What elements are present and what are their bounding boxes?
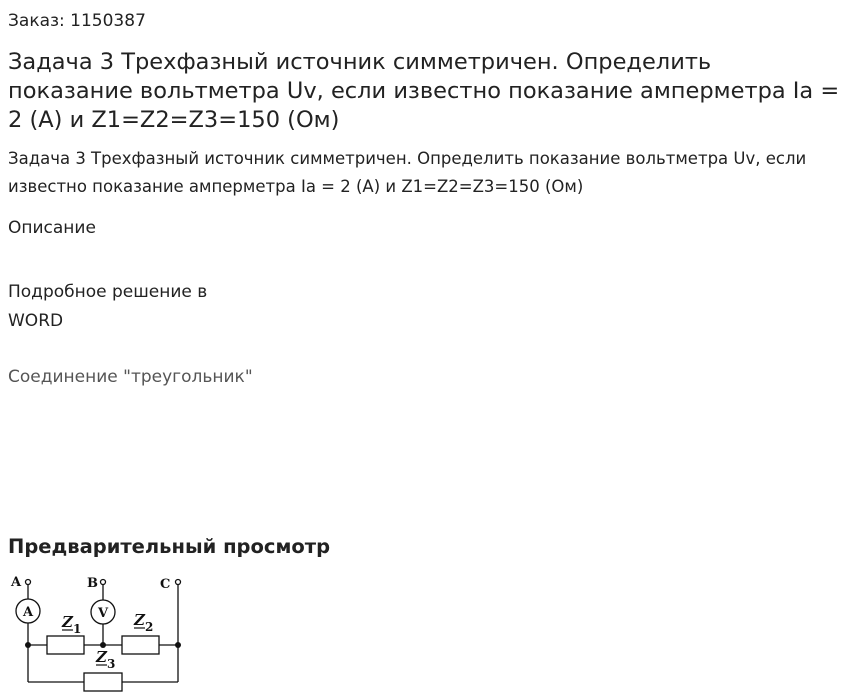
junction-a (25, 642, 31, 648)
connection-type: Соединение "треугольник" (8, 367, 253, 387)
solution-line-2: WORD (8, 311, 64, 331)
terminal-c (176, 580, 181, 585)
z1-resistor (47, 636, 84, 654)
solution-note (8, 278, 248, 336)
junction-c (175, 642, 181, 648)
preview-heading: Предварительный просмотр (8, 535, 331, 558)
phase-c-label: C (160, 577, 171, 592)
task-description: Задача 3 Трехфазный источник симметричен. Определить показание вольтметра Uv, если известно показание амперметра Ia = 2 (А) и Z1=Z2=Z3=150 (Ом) (8, 149, 807, 196)
voltmeter-label: V (98, 606, 109, 621)
z2-label: Z (134, 611, 145, 629)
circuit-diagram (8, 570, 198, 698)
z2-subscript: 2 (145, 620, 154, 634)
z2-resistor (122, 636, 159, 654)
terminal-a (26, 580, 31, 585)
description-heading: Описание (8, 218, 96, 238)
z3-label: Z (96, 648, 107, 666)
z1-subscript: 1 (73, 622, 82, 636)
page-title: Задача 3 Трехфазный источник симметричен. Определить показание вольтметра Uv, если известно показание амперметра Ia = 2 (А) и Z1=Z2=Z3=150 (Ом) (8, 49, 840, 133)
z1-label: Z (62, 613, 73, 631)
z3-subscript: 3 (107, 657, 116, 671)
terminal-b (101, 580, 106, 585)
ammeter-label: A (23, 605, 34, 620)
circuit-preview-image (8, 570, 198, 698)
solution-line-1: Подробное решение в (8, 282, 208, 302)
order-number: Заказ: 1150387 (8, 11, 146, 31)
phase-a-label: A (11, 575, 22, 590)
z3-resistor (84, 673, 122, 691)
phase-b-label: B (87, 576, 98, 591)
